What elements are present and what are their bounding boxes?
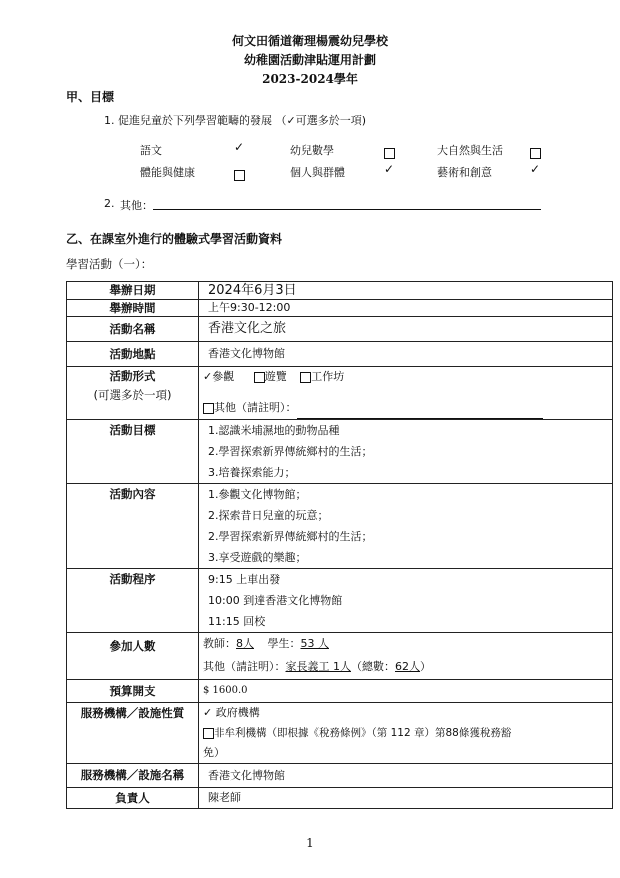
goal-label: 幼兒數學 (290, 144, 334, 157)
checkbox-empty[interactable] (300, 372, 311, 383)
list-item: 10:00 到達香港文化博物館 (208, 594, 343, 607)
plan-title: 幼稚園活動津貼運用計劃 (243, 53, 376, 67)
school-year: 2023-2024學年 (262, 72, 358, 86)
goal-label: 語文 (140, 144, 162, 157)
time-label: 舉辦時間 (109, 301, 156, 315)
table-row (67, 764, 613, 788)
form-other-label: 其他（請註明）： (214, 401, 297, 414)
others-label: 其他： (120, 199, 153, 212)
section-b-title: 乙、在課室外進行的體驗式學習活動資料 (66, 232, 283, 246)
section-a-title: 甲、目標 (66, 90, 115, 104)
org-type-wrap: 免） (203, 746, 225, 759)
list-item: 11:15 回校 (208, 615, 266, 628)
teachers-label: 教師： (203, 637, 236, 650)
list-item: 2.學習探索新界傳統鄉村的生活； (208, 445, 373, 458)
org-type-option-nonprofit (203, 723, 612, 743)
list-item: 2.探索昔日兒童的玩意； (208, 509, 329, 522)
budget-value: $ 1600.0 (203, 685, 248, 696)
total-prefix: （總數： (351, 660, 395, 673)
list-item: 9:15 上車出發 (208, 573, 281, 586)
list-item: 1.參觀文化博物館； (208, 488, 307, 501)
table-row (67, 342, 613, 367)
list-item: 2.學習探索新界傳統鄉村的生活； (208, 530, 373, 543)
venue-label: 活動地點 (109, 347, 156, 361)
table-row (67, 300, 613, 317)
org-type-gov-label: 政府機構 (215, 706, 260, 719)
check-icon[interactable]: ✓ (203, 706, 213, 719)
total-value: 62人 (395, 660, 420, 673)
table-row (67, 788, 613, 809)
goal-label: 大自然與生活 (437, 144, 503, 157)
goal-question: 1. 促進兒童於下列學習範疇的發展 （✓可選多於一項) (104, 114, 366, 127)
table-row (67, 317, 613, 342)
table-row (67, 680, 613, 703)
table-row (67, 703, 613, 764)
list-item: 3.享受遊戲的樂趣； (208, 551, 307, 564)
person-value: 陳老師 (208, 791, 241, 804)
total-suffix: ） (420, 660, 431, 673)
teachers-value: 8人 (236, 637, 254, 650)
checkbox-empty[interactable] (384, 143, 395, 162)
date-label: 舉辦日期 (109, 283, 156, 297)
list-item: 1.認識米埔濕地的動物品種 (208, 424, 340, 437)
students-label: 學生： (267, 637, 301, 650)
org-type-label: 服務機構／設施性質 (80, 706, 185, 720)
check-icon[interactable]: ✓ (203, 370, 213, 383)
school-name: 何文田循道衛理楊震幼兒學校 (231, 34, 388, 48)
checkbox-empty[interactable] (254, 372, 265, 383)
activity-subtitle: 學習活動（一）： (66, 257, 153, 271)
date-value: 2024年6月3日 (208, 283, 297, 298)
org-type-option-gov (203, 703, 612, 723)
others-input-line[interactable] (153, 209, 541, 210)
activity-table (66, 281, 613, 809)
form-options (203, 367, 612, 387)
table-row (67, 367, 613, 420)
name-value: 香港文化之旅 (208, 321, 287, 336)
budget-label: 預算開支 (109, 684, 156, 698)
form-label: 活動形式 (109, 369, 156, 383)
table-row (67, 420, 613, 484)
form-option-tour: 遊覽 (264, 370, 287, 383)
table-row (67, 282, 613, 300)
participants-others-value: 家長義工 1人 (285, 660, 351, 673)
students-value: 53 人 (300, 637, 329, 650)
venue-value: 香港文化博物館 (208, 347, 285, 360)
checkbox-empty[interactable] (203, 403, 214, 414)
person-label: 負責人 (115, 791, 150, 805)
participants-row (203, 633, 612, 655)
checkbox-empty[interactable] (203, 728, 214, 739)
goal-label: 藝術和創意 (437, 166, 492, 179)
check-icon[interactable]: ✓ (234, 140, 245, 154)
org-name-value: 香港文化博物館 (208, 769, 285, 782)
org-type-nonprofit-label: 非牟利機構（即根據《稅務條例》（第 112 章）第88條獲稅務豁 (214, 727, 512, 739)
list-item: 3.培養探索能力； (208, 466, 296, 479)
check-icon[interactable]: ✓ (384, 162, 395, 176)
table-row (67, 484, 613, 569)
goal-label: 個人與群體 (290, 166, 345, 179)
participants-label: 參加人數 (109, 639, 156, 653)
page-number: 1 (306, 836, 314, 850)
participants-other-row (203, 655, 612, 679)
others-number: 2. (104, 197, 115, 210)
form-other-input-line[interactable] (297, 418, 543, 419)
goal-label: 體能與健康 (140, 166, 195, 179)
table-row (67, 633, 613, 680)
form-option-visit: 參觀 (212, 370, 235, 383)
checkbox-empty[interactable] (234, 165, 245, 184)
time-value: 上午9:30-12:00 (208, 301, 291, 314)
form-other-row (203, 397, 612, 419)
procedure-label: 活動程序 (109, 572, 156, 586)
name-label: 活動名稱 (109, 322, 156, 336)
objectives-label: 活動目標 (109, 423, 156, 437)
form-option-workshop: 工作坊 (311, 370, 345, 383)
table-row (67, 569, 613, 633)
checkbox-empty[interactable] (530, 143, 541, 162)
form-sublabel: (可選多於一項) (93, 388, 172, 402)
check-icon[interactable]: ✓ (530, 162, 541, 176)
participants-others-label: 其他（請註明）： (203, 660, 286, 673)
content-label: 活動內容 (109, 487, 156, 501)
org-name-label: 服務機構／設施名稱 (80, 768, 185, 782)
